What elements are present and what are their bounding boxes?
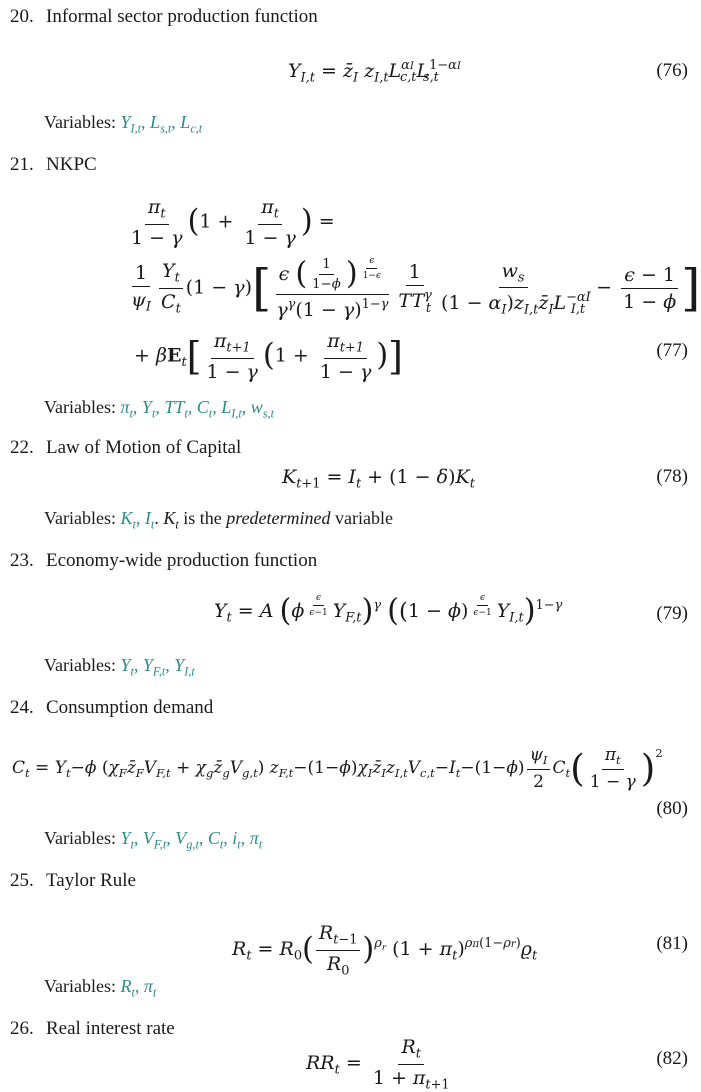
equation-77-line-3: + $\beta E_t$[ $\frac{\pi_{t+1}}{1 - \gamma}$ (1 + $\frac{\pi_{t+1}}{1 - \gamma}$ )] [134, 330, 403, 383]
equation-77-line-2: $\frac{1}{\psi_I}$ $\frac{Y_t}{C_t}$ (1 − γ)[ ϵ ( $\frac{1}{1-\phi}$ ) $^{\frac{\epsilon}{1-\epsilon}}$ $\gamma^\gamma(1 - \gamma)^{1-\gamma}$ $\frac{1}{TT^\gamma_t}$ $\frac{w_s}{(1 - \alpha_I)z_{I,t}z̄_IL^{-\alpha I}_{I,t}}$ − $\frac{\epsilon - 1}{1 - \phi}$ ] [131, 256, 701, 321]
section-title: Consumption demand [46, 697, 214, 718]
variables-list: $Y_t$, $Y_{F,t}$, $Y_{I,t}$ [120, 655, 195, 679]
variables-list: $K_t$, $I_t$ [120, 508, 155, 532]
equation-number: (79) [656, 603, 688, 624]
section-heading-23 [10, 550, 317, 572]
section-title: Economy-wide production function [46, 550, 318, 571]
section-heading-20 [10, 6, 318, 28]
section-title: Informal sector production function [46, 6, 318, 27]
section-title: NKPC [46, 154, 97, 175]
section-title: Real interest rate [46, 1018, 175, 1039]
equation-80: $C_t = Y_t-\phi$ ($\chi_Fz̄_FV_{F,t}$ + $\chi_gz̄_gV_{g,t}$) $z_{F,t}-(1-\phi)\chi_Iz̄_Iz_{I,t}V_{c,t}-I_t-(1-\phi)$ $\frac{\psi_I}{2}$ $C_t$( $\frac{\pi_t}{1 - \gamma}$ )$^2$ [12, 745, 663, 793]
section-heading-21 [10, 154, 97, 176]
variables-label: Variables: [44, 508, 116, 528]
equation-78: $K_{t+1} = I_t + (1 - \delta)K_t$ [282, 466, 475, 492]
section-number: 24. [10, 697, 34, 718]
equation-number: (80) [656, 798, 688, 819]
equation-81: $R_t = R_0$( $\frac{R_{t-1}}{R_0}$ )$^{\rho_r}$ $(1 + \pi_t)^{\rho\pi(1-\rho r)}ϱ_t$ [232, 922, 538, 979]
section-number: 25. [10, 870, 34, 891]
equation-number: (81) [656, 933, 688, 954]
section-number: 26. [10, 1018, 34, 1039]
equation-number: (76) [656, 60, 688, 81]
variables-list: $Y_{I,t}$, $L_{s,t}$, $L_{c,t}$ [120, 112, 203, 136]
variables-line-20 [44, 112, 202, 136]
section-number: 20. [10, 6, 34, 27]
variables-line-25 [44, 976, 156, 1000]
variables-note: $K_t$ is the predetermined variable [163, 508, 394, 532]
section-heading-22 [10, 437, 241, 459]
variables-line-23 [44, 655, 195, 679]
variables-list: $\pi_t$, $Y_t$, $TT_t$, $C_t$, $L_{I,t}$, $w_{s,t}$ [120, 397, 275, 421]
section-title: Law of Motion of Capital [46, 437, 242, 458]
section-number: 21. [10, 154, 34, 175]
variables-list: $R_t$, $\pi_t$ [120, 976, 157, 1000]
variables-list: $Y_t$, $V_{F,t}$, $V_{g,t}$, $C_t$, $i_t$, $\pi_t$ [120, 828, 263, 852]
equation-77-line-1: $\frac{\pi_t}{1 - \gamma}$ (1 + $\frac{\pi_t}{1 - \gamma}$ ) = [131, 196, 335, 249]
equation-number: (78) [656, 466, 688, 487]
variables-line-22: Variables: $K_t$, $I_t$. $K_t$ is the predetermined variable [44, 508, 394, 532]
equation-number: (82) [656, 1048, 688, 1069]
section-heading-26 [10, 1018, 175, 1040]
equation-number: (77) [656, 340, 688, 361]
variables-line-21 [44, 397, 274, 421]
variables-label: Variables: [44, 655, 116, 675]
section-heading-25 [10, 870, 136, 892]
equation-76: $Y_{I,t}$ = $z̄_I$ $z_{I,t}L^{\alpha I}_{c,t}L^{1-\alpha I}_{s,t}$ [288, 58, 461, 86]
variables-label: Variables: [44, 397, 116, 417]
equation-82: $RR_t$ = $\frac{R_t}{1 + \pi_{t+1}}$ [306, 1036, 450, 1092]
section-title: Taylor Rule [46, 870, 136, 891]
section-number: 22. [10, 437, 34, 458]
variables-label: Variables: [44, 112, 116, 132]
section-heading-24 [10, 697, 213, 719]
equation-79: $Y_t = A$ (ϕ $^{\frac{\epsilon}{\epsilon-1}}$ $Y_{F,t})^\gamma$ ((1 − ϕ) $^{\frac{\epsilon}{\epsilon-1}}$ $Y_{I,t})^{1-\gamma}$ [214, 593, 563, 629]
variables-label: Variables: [44, 828, 116, 848]
variables-line-24 [44, 828, 262, 852]
section-number: 23. [10, 550, 34, 571]
variables-label: Variables: [44, 976, 116, 996]
